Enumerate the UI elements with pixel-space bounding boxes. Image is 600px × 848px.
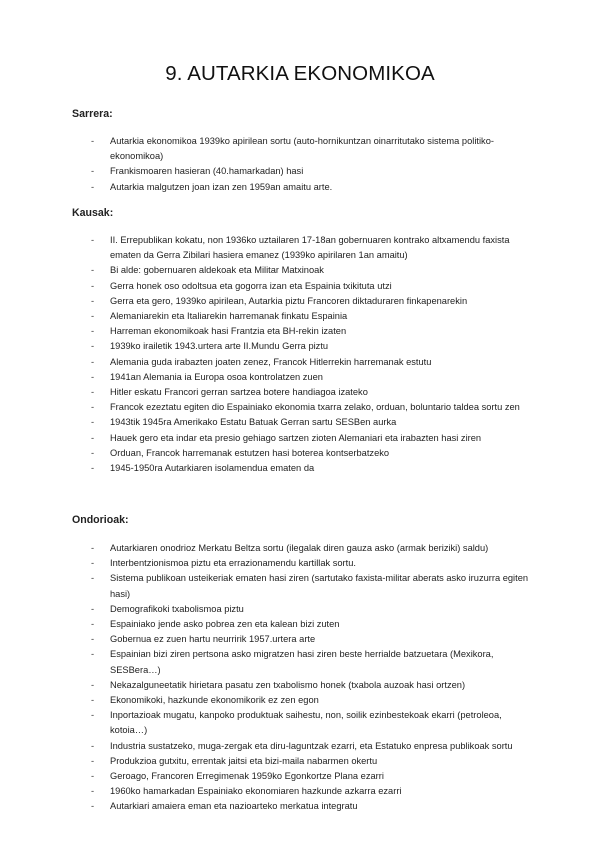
list-item-text: Alemania guda irabazten joaten zenez, Francok Hitlerrekin harremanak estutu (110, 356, 432, 367)
list-item-text: Harreman ekonomikoak hasi Frantzia eta BH-rekin izaten (110, 326, 347, 337)
list-item (0, 233, 600, 263)
bullet-dash: - (91, 402, 95, 413)
bullet-dash: - (91, 235, 95, 245)
bullet-dash: - (91, 280, 95, 291)
bullet-dash: - (91, 710, 95, 721)
bullet-dash: - (91, 786, 95, 797)
section-heading-ondorioak: Ondorioak: (72, 514, 129, 526)
list-item (0, 180, 600, 195)
bullet-dash: - (91, 771, 95, 782)
list-item-text: Francok ezeztatu egiten dio Espainiako ekonomia txarra zelako, orduan, boluntario taldea sortu zen (110, 402, 520, 413)
list-item-text: Bi alde: gobernuaren aldekoak eta Militar Matxinoak (110, 265, 324, 276)
list-item (0, 632, 600, 647)
list-item (0, 134, 600, 164)
list-item-text: 1943tik 1945ra Amerikako Estatu Batuak Gerran sartu SESBen aurka (110, 417, 397, 428)
list-item (0, 799, 600, 814)
list-item (0, 769, 600, 784)
bullet-dash: - (91, 417, 95, 428)
list-item-text: Demografikoki txabolismoa piztu (110, 603, 244, 614)
bullet-dash: - (91, 341, 95, 352)
list-item (0, 339, 600, 354)
list-item (0, 294, 600, 309)
bullet-dash: - (91, 755, 95, 766)
list-item-text: Autarkiaren onodrioz Merkatu Beltza sortu (ilegalak diren gauza asko (armak beriziki) saldu) (110, 543, 489, 553)
list-item-text: Ekonomikoki, hazkunde ekonomikorik ez zen egon (110, 695, 319, 706)
section-heading-kausak: Kausak: (72, 207, 114, 219)
list-item-text: Frankismoaren hasieran (40.hamarkadan) hasi (110, 166, 304, 177)
bullet-dash: - (91, 619, 95, 630)
list-item-text: Interbentzionismoa piztu eta errazionamendu kartillak sortu. (110, 558, 356, 569)
list-item (0, 279, 600, 294)
bullet-dash: - (91, 649, 95, 660)
section-heading-sarrera: Sarrera: (72, 108, 113, 120)
list-item (0, 647, 600, 677)
bullet-dash: - (91, 801, 95, 812)
list-item-text: Industria sustatzeko, muga-zergak eta diru-laguntzak ezarri, eta Estatuko enpresa publikoak sortu (110, 740, 513, 751)
list-item-text: Hauek gero eta indar eta presio gehiago sartzen zioten Alemaniari eta irabazten hasi ziren (110, 432, 482, 443)
page-title: 9. AUTARKIA EKONOMIKOA (165, 62, 435, 85)
list-item (0, 461, 600, 476)
list-item-text: Gerra eta gero, 1939ko apirilean, Autarkia piztu Francoren diktaduraren finkapenarekin (110, 295, 468, 306)
bullet-dash: - (91, 558, 95, 569)
list-item (0, 446, 600, 461)
list-item (0, 708, 600, 738)
list-item-text: Espainian bizi ziren pertsona asko migratzen hasi ziren beste herrialde batzuetara (Mexikora, SESBera…) (110, 649, 494, 675)
list-item (0, 355, 600, 370)
list-item (0, 571, 600, 601)
bullet-dash: - (91, 136, 95, 146)
bullet-dash: - (91, 265, 95, 276)
list-item-text: Produkzioa gutxitu, errentak jaitsi eta bizi-maila nabarmen okertu (110, 755, 378, 766)
bullet-dash: - (91, 311, 95, 322)
list-item-text: 1941an Alemania ia Europa osoa kontrolatzen zuen (110, 371, 323, 382)
list-item-text: Sistema publikoan usteikeriak ematen hasi ziren (sartutako faxista-militar aberats asko iruzurra egiten hasi) (110, 573, 529, 599)
list-item-text: Orduan, Francok harremanak estutzen hasi boterea kontserbatzeko (110, 447, 390, 458)
bullet-dash: - (91, 387, 95, 398)
list-item-text: Autarkia ekonomikoa 1939ko apirilean sortu (auto-hornikuntzan oinarritutako sistema politiko-ekonomikoa) (110, 136, 494, 162)
list-item (0, 309, 600, 324)
list-item (0, 324, 600, 339)
list-item-text: Inportazioak mugatu, kanpoko produktuak saihestu, non, soilik ezinbestekoak ekarri (petroleoa, kotoia…) (110, 710, 502, 736)
bullet-dash: - (91, 603, 95, 614)
list-item-text: 1945-1950ra Autarkiaren isolamendua ematen da (110, 463, 315, 474)
bullet-dash: - (91, 356, 95, 367)
bullet-dash: - (91, 573, 95, 584)
bullet-dash: - (91, 463, 95, 474)
list-item-text: Autarkia malgutzen joan izan zen 1959an amaitu arte. (110, 181, 333, 192)
list-item-text: Gerra honek oso odoltsua eta gogorra izan eta Espainia txikituta utzi (110, 280, 392, 291)
bullet-dash: - (91, 166, 95, 177)
bullet-dash: - (91, 740, 95, 751)
list-item-text: Alemaniarekin eta Italiarekin harremanak finkatu Espainia (110, 311, 348, 322)
list-item (0, 164, 600, 179)
bullet-dash: - (91, 447, 95, 458)
list-item (0, 602, 600, 617)
sarrera-list (0, 134, 600, 195)
list-item (0, 400, 600, 415)
list-item (0, 431, 600, 446)
list-item-text: II. Errepublikan kokatu, non 1936ko uztailaren 17-18an gobernuaren kontrako altxamendu faxista ematen da Gerra Zibilari hasiera emanez (1939ko apirilaren 1an amaitu) (110, 235, 510, 261)
list-item-text: Autarkiari amaiera eman eta nazioarteko merkatua integratu (110, 801, 358, 812)
bullet-dash: - (91, 543, 95, 553)
list-item-text: Geroago, Francoren Erregimenak 1959ko Egonkortze Plana ezarri (110, 771, 384, 782)
bullet-dash: - (91, 371, 95, 382)
list-item-text: Hitler eskatu Francori gerran sartzea botere handiagoa izateko (110, 387, 368, 398)
list-item-text: Nekazalguneetatik hirietara pasatu zen txabolismo honek (txabola auzoak hasi ortzen) (110, 679, 466, 690)
list-item (0, 541, 600, 556)
bullet-dash: - (91, 679, 95, 690)
list-item (0, 617, 600, 632)
list-item (0, 263, 600, 278)
bullet-dash: - (91, 634, 95, 645)
bullet-dash: - (91, 181, 95, 192)
list-item-text: 1939ko irailetik 1943.urtera arte II.Mundu Gerra piztu (110, 341, 329, 352)
bullet-dash: - (91, 326, 95, 337)
list-item (0, 754, 600, 769)
list-item (0, 385, 600, 400)
ondorioak-list (0, 541, 600, 815)
bullet-dash: - (91, 295, 95, 306)
list-item-text: Espainiako jende asko pobrea zen eta kalean bizi zuten (110, 619, 340, 630)
bullet-dash: - (91, 432, 95, 443)
list-item (0, 415, 600, 430)
list-item (0, 370, 600, 385)
list-item (0, 693, 600, 708)
list-item-text: Gobernua ez zuen hartu neurririk 1957.urtera arte (110, 634, 316, 645)
list-item (0, 556, 600, 571)
list-item (0, 678, 600, 693)
bullet-dash: - (91, 695, 95, 706)
list-item (0, 739, 600, 754)
list-item-text: 1960ko hamarkadan Espainiako ekonomiaren hazkunde azkarra ezarri (110, 786, 402, 797)
list-item (0, 784, 600, 799)
kausak-list (0, 233, 600, 476)
